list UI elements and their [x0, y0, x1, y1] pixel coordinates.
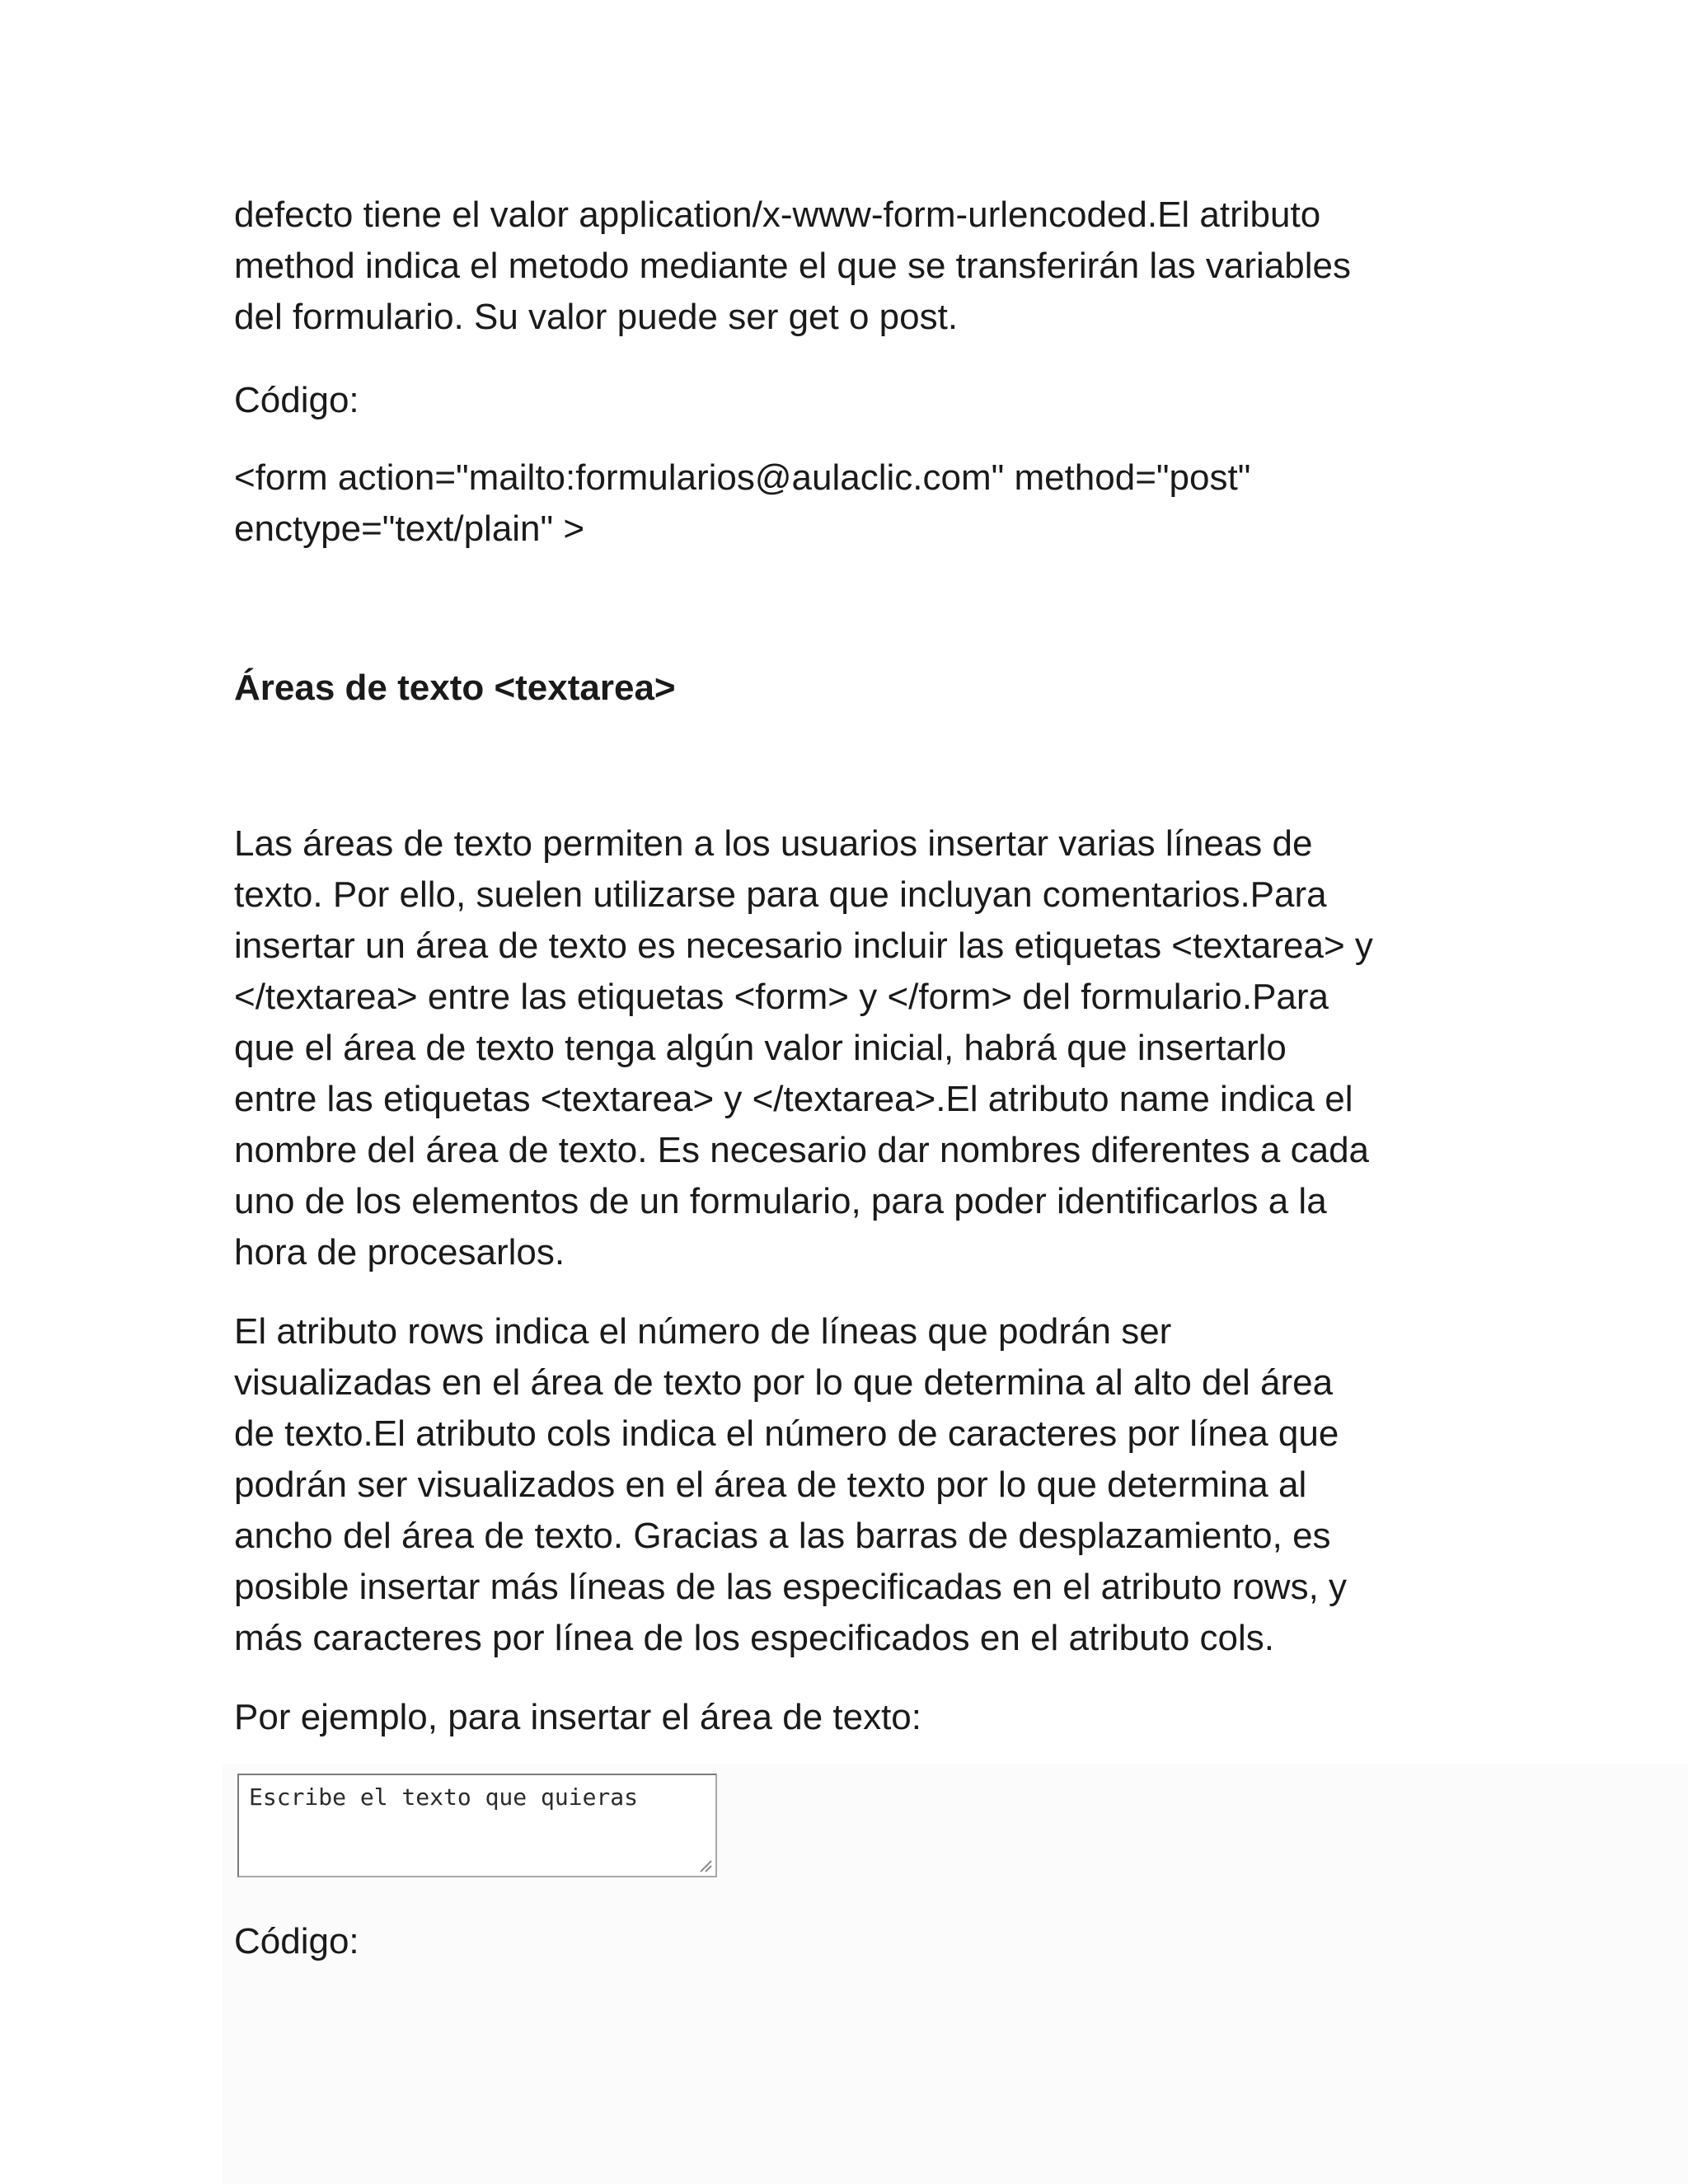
paragraph-encoding-method: [234, 190, 1487, 343]
text-line: method indica el metodo mediante el que se transferirán las variables: [234, 246, 1351, 286]
text-line: visualizadas en el área de texto por lo que determina al alto del área: [234, 1362, 1334, 1403]
textarea-value: Escribe el texto que quieras: [249, 1783, 639, 1811]
text-line: defecto tiene el valor application/x-www-form-urlencoded.El atributo: [234, 194, 1321, 235]
code-line: enctype="text/plain" >: [234, 509, 585, 549]
example-intro: Por ejemplo, para insertar el área de texto:: [234, 1697, 922, 1737]
text-line: de texto.El atributo cols indica el número de caracteres por línea que: [234, 1413, 1339, 1454]
resize-grip-icon[interactable]: [697, 1858, 712, 1872]
text-line: hora de procesarlos.: [234, 1232, 565, 1272]
code-label: Código:: [234, 1921, 359, 1961]
paragraph-textarea-intro: [234, 818, 1487, 1278]
example-textarea[interactable]: [237, 1774, 717, 1877]
code-line: <form action="mailto:formularios@aulaclic.com" method="post": [234, 457, 1251, 498]
text-line: podrán ser visualizados en el área de texto por lo que determina al: [234, 1465, 1307, 1505]
paragraph-rows-cols: [234, 1306, 1487, 1664]
text-line: ancho del área de texto. Gracias a las barras de desplazamiento, es: [234, 1516, 1331, 1556]
code-example-form: [234, 452, 1487, 555]
text-line: entre las etiquetas <textarea> y </textarea>.El atributo name indica el: [234, 1079, 1353, 1119]
text-line: posible insertar más líneas de las especificadas en el atributo rows, y: [234, 1567, 1348, 1607]
code-label: Código:: [234, 380, 359, 420]
text-line: texto. Por ello, suelen utilizarse para que incluyan comentarios.Para: [234, 874, 1327, 915]
text-line: nombre del área de texto. Es necesario dar nombres diferentes a cada: [234, 1130, 1370, 1170]
text-line: más caracteres por línea de los especificados en el atributo cols.: [234, 1618, 1274, 1658]
text-line: insertar un área de texto es necesario incluir las etiquetas <textarea> y: [234, 926, 1373, 966]
text-line: del formulario. Su valor puede ser get o post.: [234, 297, 959, 337]
text-line: uno de los elementos de un formulario, para poder identificarlos a la: [234, 1181, 1327, 1221]
text-line: El atributo rows indica el número de líneas que podrán ser: [234, 1311, 1172, 1352]
section-heading: Áreas de texto <textarea>: [234, 668, 676, 708]
text-line: </textarea> entre las etiquetas <form> y </form> del formulario.Para: [234, 977, 1329, 1017]
text-line: que el área de texto tenga algún valor inicial, habrá que insertarlo: [234, 1028, 1287, 1068]
text-line: Las áreas de texto permiten a los usuarios insertar varias líneas de: [234, 823, 1313, 864]
